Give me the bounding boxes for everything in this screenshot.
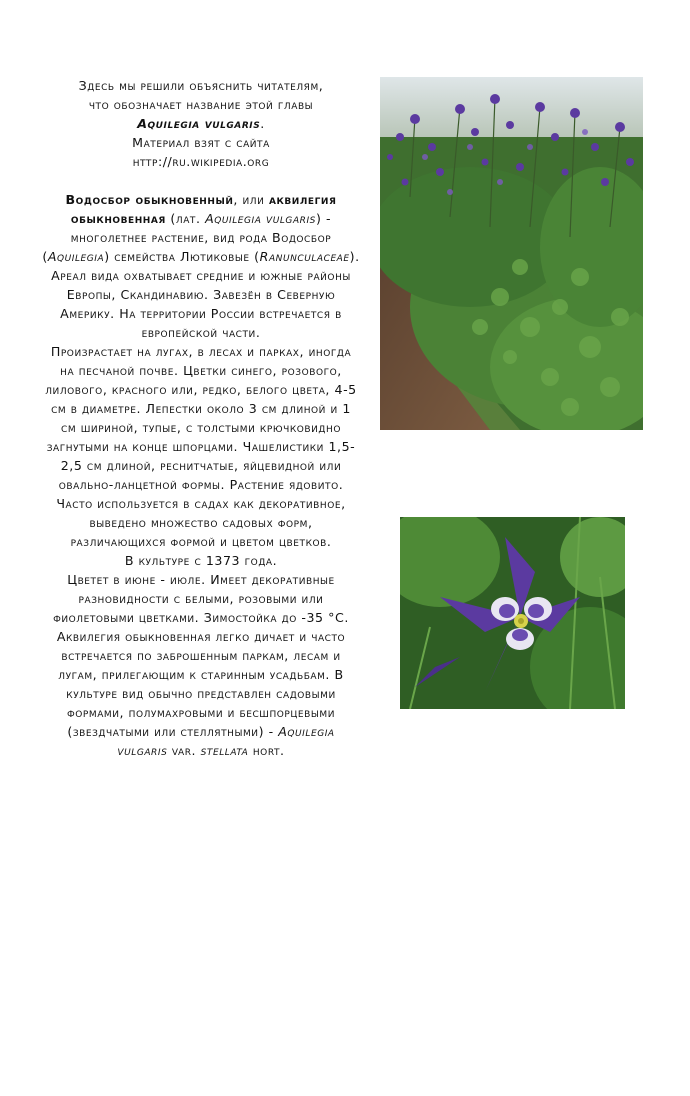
bloom-paragraph bbox=[42, 570, 360, 760]
variety-latin-name: Aquilegia vulgaris bbox=[117, 724, 335, 758]
intro-line-2: что обозначает название этой главы bbox=[88, 97, 314, 112]
variety-word: var. bbox=[167, 743, 201, 758]
garden-bed-photo bbox=[380, 77, 643, 430]
definition-paragraph bbox=[42, 190, 360, 266]
genus-latin-name: Aquilegia bbox=[47, 249, 105, 264]
intro-line-1: Здесь мы решили объяснить читателям, bbox=[78, 78, 324, 93]
chapter-title-latin: Aquilegia vulgaris bbox=[137, 116, 261, 131]
text-desc-3: ). bbox=[349, 249, 360, 264]
text-desc-1: ) - многолетнее растение, вид рода Водосбор ( bbox=[42, 211, 332, 264]
columbine-flower-illustration bbox=[400, 517, 625, 709]
family-latin-name: Ranunculaceae bbox=[259, 249, 350, 264]
source-note: Материал взят с сайта bbox=[132, 135, 270, 150]
text-desc-2: ) семейства Лютиковые ( bbox=[104, 249, 260, 264]
text-or: , или bbox=[233, 192, 265, 207]
species-common-name: Водосбор обыкновенный bbox=[65, 192, 234, 207]
species-latin-name: Aquilegia vulgaris bbox=[205, 211, 316, 226]
source-url: http://ru.wikipedia.org bbox=[132, 154, 270, 169]
culture-paragraph: В культуре с 1373 года. bbox=[124, 553, 278, 568]
text-lat: (лат. bbox=[165, 211, 201, 226]
species-alt-name: аквилегия обыкновенная bbox=[70, 192, 337, 226]
bloom-text: Цветет в июне - июле. Имеет декоративные разновидности с белыми, розовыми или фиолетовыми цветками. Зимостойка до -35 °С. Аквилегия обыкновенная легко дичает и часто встречается по заброшенным паркам, лесам и лугам, прилегающим к старинным усадьбам. В культуре вид обычно представлен садовыми формами, полумахровыми и бесшпорцевыми (звездчатыми или стеллятными) - bbox=[53, 572, 349, 739]
habitat-paragraph: Произрастает на лугах, в лесах и парках, иногда на песчаной почве. Цветки синего, розового, лилового, красного или, редко, белого цвета, 4-5 см в диаметре. Лепестки около 3 см длиной и 1 см шириной, тупые, с толстыми крючковидно загнутыми на конце шпорцами. Чашелистики 1,5-2,5 см длиной, реснитчатые, яйцевидной или овально-ланцетной формы. Растение ядовито. Часто используется в садах как декоративное, выведено множество садовых форм, различающихся формой и цветом цветков. bbox=[45, 344, 357, 549]
chapter-title-period: . bbox=[260, 116, 265, 131]
article-text-column bbox=[42, 76, 360, 760]
intro-paragraph bbox=[42, 76, 360, 171]
variety-end: hort. bbox=[248, 743, 285, 758]
flower-closeup-photo bbox=[400, 517, 625, 709]
range-paragraph: Ареал вида охватывает средние и южные районы Европы, Скандинавию. Завезён в Северную Америку. На территории России встречается в европейской части. bbox=[51, 268, 351, 340]
garden-bed-illustration bbox=[380, 77, 643, 430]
variety-name: stellata bbox=[200, 743, 249, 758]
